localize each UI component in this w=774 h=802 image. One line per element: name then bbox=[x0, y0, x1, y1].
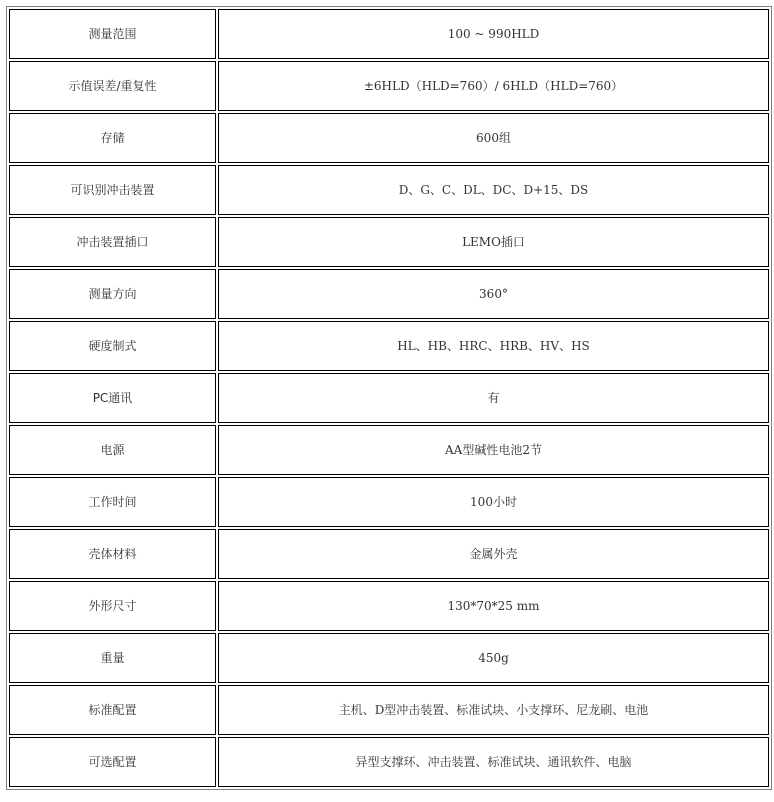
table-row bbox=[9, 581, 769, 631]
param-value: 主机、D型冲击装置、标准试块、小支撑环、尼龙刷、电池 bbox=[218, 685, 769, 735]
param-name: 测量方向 bbox=[9, 269, 216, 319]
param-name: 可识别冲击装置 bbox=[9, 165, 216, 215]
param-value: D、G、C、DL、DC、D+15、DS bbox=[218, 165, 769, 215]
table-row bbox=[9, 269, 769, 319]
param-name: 外形尺寸 bbox=[9, 581, 216, 631]
param-value: AA型碱性电池2节 bbox=[218, 425, 769, 475]
param-name: 标准配置 bbox=[9, 685, 216, 735]
param-name: PC通讯 bbox=[9, 373, 216, 423]
param-name: 硬度制式 bbox=[9, 321, 216, 371]
table-row bbox=[9, 113, 769, 163]
table-row bbox=[9, 9, 769, 59]
table-row bbox=[9, 685, 769, 735]
table-row bbox=[9, 477, 769, 527]
param-value: ±6HLD（HLD=760）/ 6HLD（HLD=760） bbox=[218, 61, 769, 111]
param-name: 冲击装置插口 bbox=[9, 217, 216, 267]
param-name: 壳体材料 bbox=[9, 529, 216, 579]
table-row bbox=[9, 61, 769, 111]
param-name: 示值误差/重复性 bbox=[9, 61, 216, 111]
param-name: 重量 bbox=[9, 633, 216, 683]
table-row bbox=[9, 321, 769, 371]
param-value: 异型支撑环、冲击装置、标准试块、通讯软件、电脑 bbox=[218, 737, 769, 787]
param-value: HL、HB、HRC、HRB、HV、HS bbox=[218, 321, 769, 371]
param-value: LEMO插口 bbox=[218, 217, 769, 267]
spec-table bbox=[6, 6, 772, 790]
param-name: 测量范围 bbox=[9, 9, 216, 59]
table-row bbox=[9, 633, 769, 683]
param-value: 450g bbox=[218, 633, 769, 683]
param-value: 100小时 bbox=[218, 477, 769, 527]
param-value: 360° bbox=[218, 269, 769, 319]
param-name: 存储 bbox=[9, 113, 216, 163]
param-value: 600组 bbox=[218, 113, 769, 163]
table-row bbox=[9, 373, 769, 423]
param-value: 100 ~ 990HLD bbox=[218, 9, 769, 59]
param-value: 有 bbox=[218, 373, 769, 423]
param-name: 可选配置 bbox=[9, 737, 216, 787]
param-name: 电源 bbox=[9, 425, 216, 475]
table-row bbox=[9, 425, 769, 475]
table-row bbox=[9, 165, 769, 215]
table-row bbox=[9, 217, 769, 267]
param-value: 130*70*25 mm bbox=[218, 581, 769, 631]
param-name: 工作时间 bbox=[9, 477, 216, 527]
param-value: 金属外壳 bbox=[218, 529, 769, 579]
table-row bbox=[9, 529, 769, 579]
table-row bbox=[9, 737, 769, 787]
